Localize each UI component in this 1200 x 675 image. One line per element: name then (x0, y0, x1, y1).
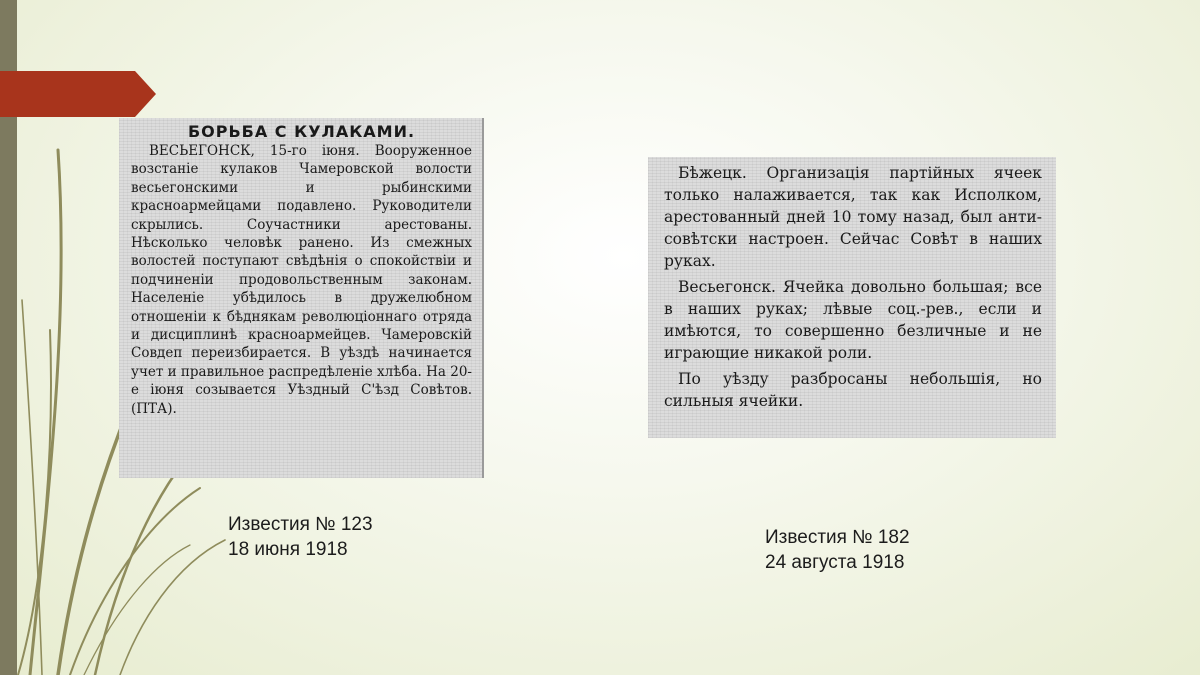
caption-issue: Известия № 123 (228, 514, 373, 535)
newspaper-clipping-izvestia-182 (648, 157, 1056, 438)
clipping-article-text: ВЕСЬЕГОНСК, 15-го іюня. Вооруженное возстаніе кулаков Чамеровской волости весьегонскими и рыбинскими красноармейцами подавлено. Руководители скрылись. Соучастники арестованы. Нѣсколько человѣк ранено. Из смежных волостей поступают свѣдѣнія о спокойствіи и подчиненіи продовольственным законам. Населеніе убѣдилось в дружелюбном отношеніи к бѣднякам революціоннаго отряда и дисциплинѣ красноармейцев. Чамеровскій Совдеп переизбирается. В уѣздѣ начинается учет и правильное распредѣленіе хлѣба. На 20-е іюня созывается Уѣздный С'ѣзд Совѣтов. (ПТА). (131, 143, 472, 417)
caption-date: 18 июня 1918 (228, 539, 348, 560)
newspaper-clipping-izvestia-123 (119, 118, 484, 478)
caption-date: 24 августа 1918 (765, 552, 905, 573)
clipping-paragraph-bezhetsk: Бѣжецк. Организація партійных ячеек только налаживается, так как Исполком, арестованный дней 10 тому назад, был анти-совѣтски настроен. Сейчас Совѣт в наших руках. (664, 164, 1042, 270)
clipping-paragraph-vesyegonsk: Весьегонск. Ячейка довольно большая; все в наших руках; лѣвые соц.-рев., если и имѣются, то совершенно безличные и не играющие никакой роли. (664, 278, 1042, 362)
caption-issue: Известия № 182 (765, 527, 910, 548)
title-arrow-flag (0, 71, 156, 117)
caption-izvestia-123 (228, 512, 373, 562)
clipping-paragraph-uezd: По уѣзду разбросаны небольшія, но сильныя ячейки. (664, 370, 1042, 410)
clipping-heading: БОРЬБА С КУЛАКАМИ. (187, 122, 416, 141)
caption-izvestia-182 (765, 525, 910, 575)
